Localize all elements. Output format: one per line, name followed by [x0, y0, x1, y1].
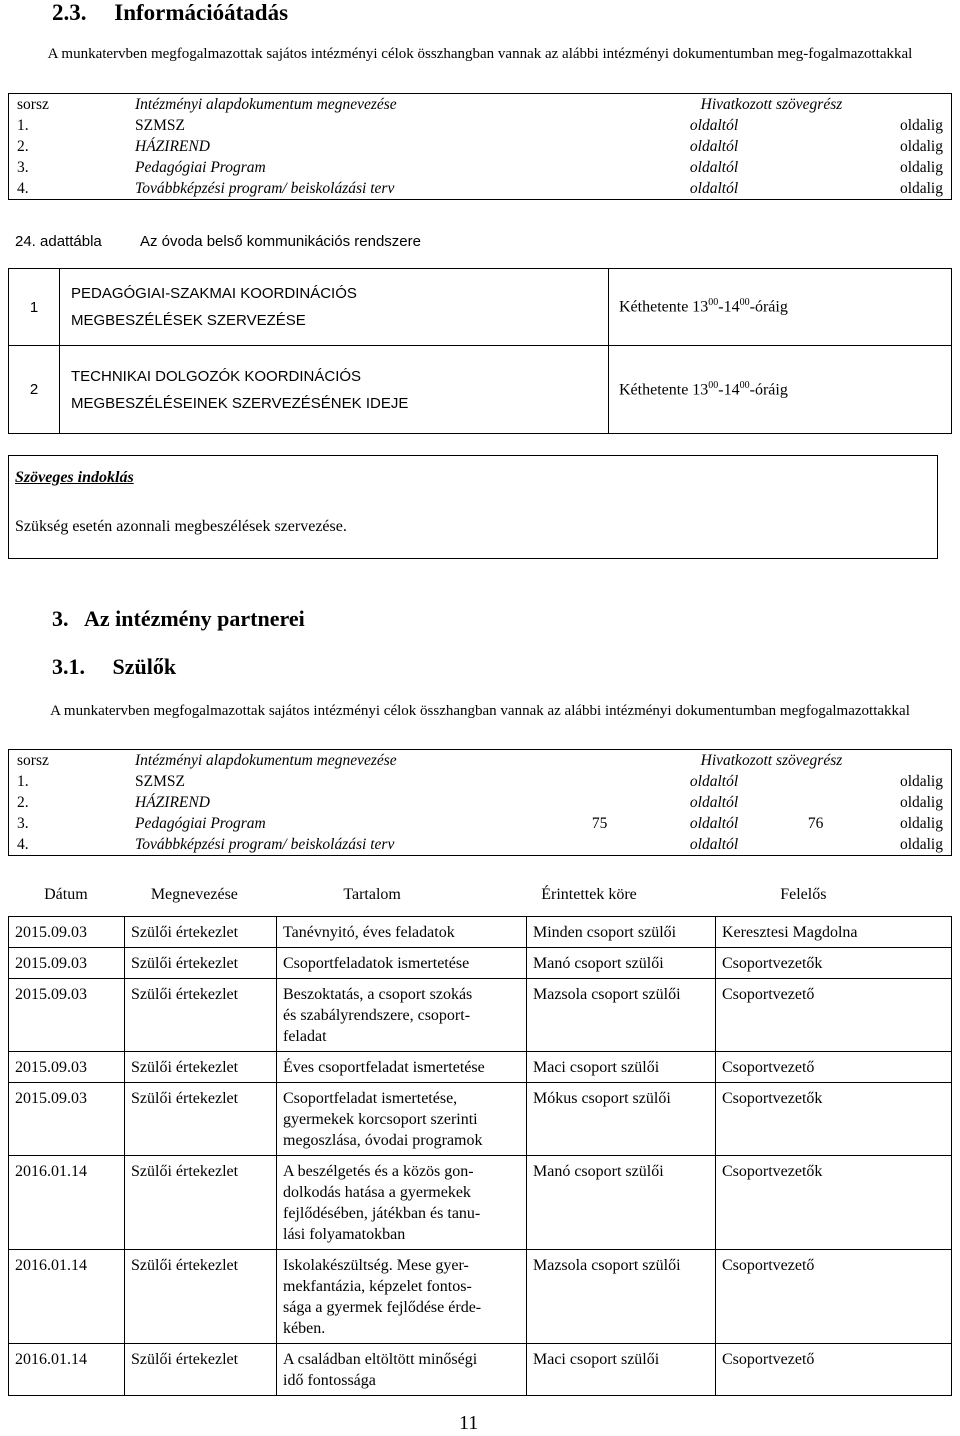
- content-line: Tanévnyitó, éves feladatok: [283, 924, 455, 941]
- row-number: 2.: [17, 137, 29, 155]
- event-content: [277, 948, 527, 979]
- document-name: Továbbképzési program/ beiskolázási terv: [135, 835, 395, 853]
- from-page: [584, 157, 682, 178]
- event-content: [277, 1083, 527, 1156]
- table-row: [9, 834, 952, 856]
- document-name: HÁZIREND: [135, 793, 210, 811]
- row-number: 1.: [17, 116, 29, 134]
- event-owner: Csoportvezető: [716, 979, 952, 1052]
- event-row: [9, 1052, 952, 1083]
- event-audience: Mazsola csoport szülői: [527, 979, 716, 1052]
- section-heading-2-3: [52, 0, 288, 26]
- row-number: 1: [9, 269, 60, 346]
- schedule-text: -óráig: [749, 298, 788, 316]
- from-label: oldaltól: [689, 835, 739, 853]
- event-owner: Csoportvezető: [716, 1250, 952, 1344]
- event-row: [9, 917, 952, 948]
- intro-text: A munkatervben megfogalmazottak sajátos intézményi célok összhangban vannak az alábbi intézményi dokumentumban megfogalmazottakkal: [50, 703, 910, 719]
- event-content: [277, 979, 527, 1052]
- event-content: [277, 917, 527, 948]
- document-name: HÁZIREND: [135, 137, 210, 155]
- event-name: Szülői értekezlet: [125, 1250, 277, 1344]
- event-name: Szülői értekezlet: [125, 979, 277, 1052]
- from-label: oldaltól: [689, 116, 739, 134]
- document-table: [8, 93, 952, 200]
- comm-row: [9, 269, 952, 346]
- event-date: 2016.01.14: [9, 1344, 125, 1396]
- schedule-text: Kéthetente 13: [619, 381, 709, 399]
- event-content: [277, 1344, 527, 1396]
- content-line: Csoportfeladat ismertetése,: [283, 1090, 458, 1107]
- header-cell: sorsz: [17, 95, 49, 113]
- schedule-text: -14: [718, 381, 740, 399]
- to-label: oldalig: [899, 179, 943, 197]
- content-line: mekfantázia, képzelet fontos-: [283, 1278, 472, 1295]
- event-owner: Csoportvezetők: [716, 1083, 952, 1156]
- event-date: 2015.09.03: [9, 1052, 125, 1083]
- header-cell: sorsz: [17, 751, 49, 769]
- content-line: Iskolakészültség. Mese gyer-: [283, 1257, 469, 1274]
- table-row: [9, 771, 952, 792]
- from-label: oldaltól: [689, 158, 739, 176]
- event-content: [277, 1156, 527, 1250]
- content-line: A családban eltöltött minőségi: [283, 1351, 478, 1368]
- document-name: SZMSZ: [135, 116, 185, 134]
- header-cell: Intézményi alapdokumentum megnevezése: [135, 751, 397, 769]
- from-page: [584, 771, 682, 792]
- justification-heading: Szöveges indoklás: [15, 469, 134, 486]
- schedule-text: -14: [718, 298, 740, 316]
- event-date: 2015.09.03: [9, 1083, 125, 1156]
- schedule-sup: 00: [708, 297, 719, 309]
- justification-box: [8, 455, 938, 559]
- task-line: MEGBESZÉLÉSEINEK SZERVEZÉSÉNEK IDEJE: [71, 394, 409, 412]
- event-date: 2016.01.14: [9, 1250, 125, 1344]
- table-row: [9, 178, 952, 200]
- content-line: fejlődésében, játékban és tanu-: [283, 1205, 481, 1222]
- from-label: oldaltól: [689, 814, 739, 832]
- event-date: 2015.09.03: [9, 948, 125, 979]
- to-label: oldalig: [899, 158, 943, 176]
- to-label: oldalig: [899, 772, 943, 790]
- event-audience: Manó csoport szülői: [527, 1156, 716, 1250]
- schedule-cell: [609, 346, 952, 434]
- from-label: oldaltól: [689, 179, 739, 197]
- content-line: feladat: [283, 1028, 327, 1045]
- row-number: 1.: [17, 772, 29, 790]
- row-number: 4.: [17, 179, 29, 197]
- event-owner: Csoportvezetők: [716, 1156, 952, 1250]
- document-name: Pedagógiai Program: [135, 814, 266, 832]
- event-date: 2015.09.03: [9, 917, 125, 948]
- event-name: Szülői értekezlet: [125, 948, 277, 979]
- content-line: megoszlása, óvodai programok: [283, 1132, 483, 1149]
- event-content: [277, 1052, 527, 1083]
- section-heading-3: [52, 606, 305, 632]
- task-cell: [60, 346, 609, 434]
- schedule-sup: 00: [739, 379, 750, 391]
- task-cell: [60, 269, 609, 346]
- content-line: Csoportfeladatok ismertetése: [283, 955, 470, 972]
- to-page: [800, 115, 888, 136]
- content-line: Beszoktatás, a csoport szokás: [283, 986, 473, 1003]
- schedule-sup: 00: [739, 297, 750, 309]
- event-name: Szülői értekezlet: [125, 1156, 277, 1250]
- content-line: és szabályrendszere, csoport-: [283, 1007, 471, 1024]
- event-name: Szülői értekezlet: [125, 1052, 277, 1083]
- table-row: [9, 813, 952, 834]
- event-row: [9, 979, 952, 1052]
- from-page: [584, 115, 682, 136]
- content-line: dolkodás hatása a gyermekek: [283, 1184, 471, 1201]
- section-number: 3.: [52, 606, 69, 631]
- event-row: [9, 948, 952, 979]
- header-cell: Hivatkozott szövegrész: [700, 95, 843, 113]
- table-row: [9, 115, 952, 136]
- row-number: 2.: [17, 793, 29, 811]
- section-title: Az intézmény partnerei: [84, 606, 305, 631]
- communication-table: [8, 268, 952, 434]
- comm-row: [9, 346, 952, 434]
- to-page: [800, 157, 888, 178]
- section-heading-3-1: [52, 654, 176, 680]
- from-label: oldaltól: [689, 137, 739, 155]
- event-date: 2015.09.03: [9, 979, 125, 1052]
- events-header-cell: Érintettek köre: [541, 886, 637, 903]
- schedule-sup: 00: [708, 379, 719, 391]
- table-row: [9, 157, 952, 178]
- task-line: MEGBESZÉLÉSEK SZERVEZÉSE: [71, 312, 306, 329]
- events-header-cell: Megnevezése: [150, 886, 238, 903]
- event-row: [9, 1156, 952, 1250]
- content-line: A beszélgetés és a közös gon-: [283, 1163, 474, 1180]
- document-table: [8, 749, 952, 856]
- to-page: [800, 771, 888, 792]
- event-audience: Mazsola csoport szülői: [527, 1250, 716, 1344]
- event-row: [9, 1344, 952, 1396]
- events-table: [8, 916, 952, 1396]
- from-page: [584, 834, 682, 856]
- task-line: PEDAGÓGIAI-SZAKMAI KOORDINÁCIÓS: [71, 285, 357, 302]
- header-cell: Intézményi alapdokumentum megnevezése: [135, 95, 397, 113]
- justification-text: Szükség esetén azonnali megbeszélések szervezése.: [15, 518, 347, 535]
- row-number: 2: [9, 346, 60, 434]
- row-number: 3.: [17, 158, 29, 176]
- document-name: SZMSZ: [135, 772, 185, 790]
- from-page: [584, 178, 682, 200]
- event-audience: Mókus csoport szülői: [527, 1083, 716, 1156]
- header-cell: Hivatkozott szövegrész: [700, 751, 843, 769]
- from-label: oldaltól: [689, 793, 739, 811]
- content-line: kében.: [283, 1320, 326, 1337]
- content-line: idő fontossága: [283, 1372, 376, 1389]
- table-header-row: [9, 94, 952, 116]
- page-number: 11: [459, 1412, 479, 1434]
- comm-table-label: 24. adattábla: [15, 233, 102, 250]
- table-row: [9, 792, 952, 813]
- event-name: Szülői értekezlet: [125, 917, 277, 948]
- to-page: [800, 136, 888, 157]
- from-page: 75: [591, 814, 608, 832]
- event-audience: Minden csoport szülői: [527, 917, 716, 948]
- section-number: 3.1.: [52, 654, 85, 679]
- from-page: [584, 136, 682, 157]
- event-owner: Csoportvezetők: [716, 948, 952, 979]
- to-label: oldalig: [899, 835, 943, 853]
- event-audience: Maci csoport szülői: [527, 1052, 716, 1083]
- comm-table-title: Az óvoda belső kommunikációs rendszere: [140, 233, 421, 250]
- event-owner: Csoportvezető: [716, 1344, 952, 1396]
- section-number: 2.3.: [52, 0, 87, 25]
- events-header-cell: Tartalom: [343, 886, 401, 903]
- event-owner: Keresztesi Magdolna: [716, 917, 952, 948]
- to-page: [800, 792, 888, 813]
- to-label: oldalig: [899, 116, 943, 134]
- to-label: oldalig: [899, 137, 943, 155]
- event-content: [277, 1250, 527, 1344]
- schedule-text: Kéthetente 13: [619, 298, 709, 316]
- document-name: Továbbképzési program/ beiskolázási terv: [135, 179, 395, 197]
- to-page: 76: [807, 814, 824, 832]
- table-row: [9, 136, 952, 157]
- to-page: [800, 834, 888, 856]
- to-page: [800, 178, 888, 200]
- row-number: 3.: [17, 814, 29, 832]
- events-header-cell: Felelős: [780, 886, 827, 903]
- document-name: Pedagógiai Program: [135, 158, 266, 176]
- from-label: oldaltól: [689, 772, 739, 790]
- event-row: [9, 1250, 952, 1344]
- table-header-row: [9, 750, 952, 772]
- event-date: 2016.01.14: [9, 1156, 125, 1250]
- schedule-cell: [609, 269, 952, 346]
- intro-text: A munkatervben megfogalmazottak sajátos intézményi célok összhangban vannak az alábbi intézményi dokumentumban meg-fogalmazottakkal: [47, 46, 913, 62]
- event-name: Szülői értekezlet: [125, 1344, 277, 1396]
- task-line: TECHNIKAI DOLGOZÓK KOORDINÁCIÓS: [71, 367, 362, 385]
- event-owner: Csoportvezető: [716, 1052, 952, 1083]
- section-title: Információátadás: [114, 0, 289, 25]
- content-line: Éves csoportfeladat ismertetése: [283, 1059, 485, 1076]
- event-row: [9, 1083, 952, 1156]
- content-line: sága a gyermek fejlődése érde-: [283, 1299, 482, 1316]
- events-header-cell: Dátum: [44, 886, 88, 903]
- events-header: [8, 880, 908, 910]
- event-name: Szülői értekezlet: [125, 1083, 277, 1156]
- content-line: lási folyamatokban: [283, 1226, 406, 1243]
- section-title: Szülők: [112, 654, 177, 679]
- row-number: 4.: [17, 835, 29, 853]
- event-audience: Maci csoport szülői: [527, 1344, 716, 1396]
- to-label: oldalig: [899, 814, 943, 832]
- event-audience: Manó csoport szülői: [527, 948, 716, 979]
- from-page: [584, 792, 682, 813]
- content-line: gyermekek korcsoport szerinti: [283, 1111, 478, 1128]
- to-label: oldalig: [899, 793, 943, 811]
- schedule-text: -óráig: [749, 381, 788, 399]
